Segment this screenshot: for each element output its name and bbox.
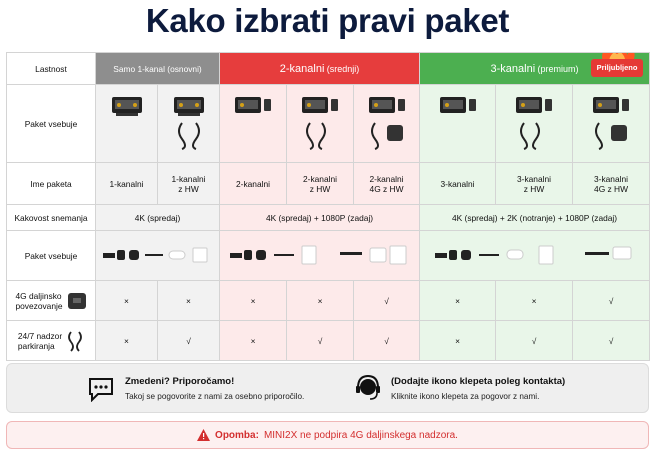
parking-mark: × [96,321,158,361]
package-name-cell [573,163,650,205]
help-chat-sub: Kliknite ikono klepeta za pogovor z nami. [391,392,540,401]
accessories-icon [435,244,635,266]
package-name-cell [420,163,496,205]
row-label-package-contents-2: Paket vsebuje [7,231,96,281]
row-parking [7,321,650,361]
favorite-badge: Priljubljeno [591,59,643,77]
product-image-2 [158,85,220,163]
parking-mark: × [420,321,496,361]
package-name: 2-kanalni [303,173,338,184]
accessories-two [220,231,420,281]
parking-mark: √ [573,321,650,361]
dashcam-rear-hardwire-icon [300,95,340,151]
header-three-sub: (premium) [537,63,579,74]
help-chat [391,376,565,401]
package-name-cell [354,163,420,205]
header-two-main: 2-kanalni [279,62,325,75]
header-basic: Samo 1-kanal (osnovni) [96,53,220,85]
row-label-remote-4g-line1: 4G daljinsko [15,290,62,301]
header-two-sub: (srednji) [326,63,360,74]
package-name: 2-kanalni [369,173,404,184]
comparison-table [6,52,650,361]
remote-4g-mark: √ [354,281,420,321]
package-name: 3-kanalni [517,173,552,184]
package-name: 1-kanalni [171,173,206,184]
parking-mark: × [220,321,287,361]
chat-bubble-icon[interactable] [87,376,115,402]
package-name-sub: 4G z HW [594,183,628,194]
package-name-sub: 4G z HW [369,183,404,194]
remote-4g-mark: × [96,281,158,321]
package-name-sub: z HW [178,183,199,194]
hardwire-cable-icon [66,330,84,352]
product-image-3 [220,85,287,163]
help-recommend [125,376,304,401]
header-three-channel [420,53,650,85]
row-label-remote-4g [7,281,96,321]
help-recommend-sub: Takoj se pogovorite z nami za osebno priporočilo. [125,392,305,401]
remote-4g-mark: √ [573,281,650,321]
row-label-parking-line1: 24/7 nadzor [17,330,63,341]
package-name-cell [220,163,287,205]
parking-mark: √ [354,321,420,361]
row-label-recording-quality: Kakovost snemanja [7,205,96,231]
help-box [6,363,649,413]
dashcam-rear-icon [233,95,273,151]
help-recommend-title: Zmedeni? Priporočamo! [125,376,235,387]
package-name-cell [158,163,220,205]
dashcam-icon [110,95,144,151]
quality-three: 4K (spredaj) + 2K (notranje) + 1080P (zadaj) [420,205,650,231]
row-label-remote-4g-line2: povezovanje [15,300,63,311]
package-name-sub: z HW [523,183,545,194]
parking-mark: √ [496,321,573,361]
accessories-three [420,231,650,281]
remote-4g-mark: × [287,281,354,321]
header-feature: Lastnost [7,53,96,85]
product-image-8 [573,85,650,163]
package-name: 3-kanalni [594,173,629,184]
package-name-cell [496,163,573,205]
note-text: MINI2X ne podpira 4G daljinskega nadzora. [263,429,458,441]
row-package-name [7,163,650,205]
quality-basic: 4K (spredaj) [96,205,220,231]
package-name-cell [287,163,354,205]
accessories-icon [103,246,213,264]
table-header-row [7,53,650,85]
quality-two: 4K (spredaj) + 1080P (zadaj) [220,205,420,231]
package-name-cell [96,163,158,205]
product-image-5 [354,85,420,163]
row-label-package-name: Ime paketa [7,163,96,205]
help-chat-title: (Dodajte ikono klepeta poleg kontakta) [391,376,566,387]
dashcam-3ch-4g-icon [591,95,631,151]
dashcam-4g-icon [367,95,407,151]
row-recording-quality [7,205,650,231]
header-two-channel [220,53,420,85]
product-image-1 [96,85,158,163]
row-label-parking [7,321,96,361]
4g-module-icon [67,292,87,310]
remote-4g-mark: × [220,281,287,321]
package-name-sub: z HW [309,183,331,194]
package-name: 2-kanalni [236,178,271,189]
product-image-7 [496,85,573,163]
page-title: Kako izbrati pravi paket [145,2,510,39]
product-image-6 [420,85,496,163]
parking-mark: √ [158,321,220,361]
note-box [6,421,649,449]
product-image-4 [287,85,354,163]
dashcam-3ch-icon [438,95,478,151]
note-label: Opomba: [215,429,259,441]
remote-4g-mark: × [420,281,496,321]
dashcam-hardwire-icon [172,95,206,151]
package-name: 3-kanalni [440,178,475,189]
header-three-main: 3-kanalni [490,62,536,75]
package-name: 1-kanalni [109,178,144,189]
row-label-parking-line2: parkiranja [17,340,55,351]
row-package-contents [7,85,650,163]
dashcam-3ch-hardwire-icon [514,95,554,151]
accessories-icon [230,244,410,266]
headset-icon[interactable] [355,374,381,402]
remote-4g-mark: × [158,281,220,321]
remote-4g-mark: × [496,281,573,321]
row-label-package-contents: Paket vsebuje [7,85,96,163]
warning-icon [197,429,210,441]
row-remote-4g [7,281,650,321]
accessories-basic [96,231,220,281]
parking-mark: √ [287,321,354,361]
row-package-accessories [7,231,650,281]
